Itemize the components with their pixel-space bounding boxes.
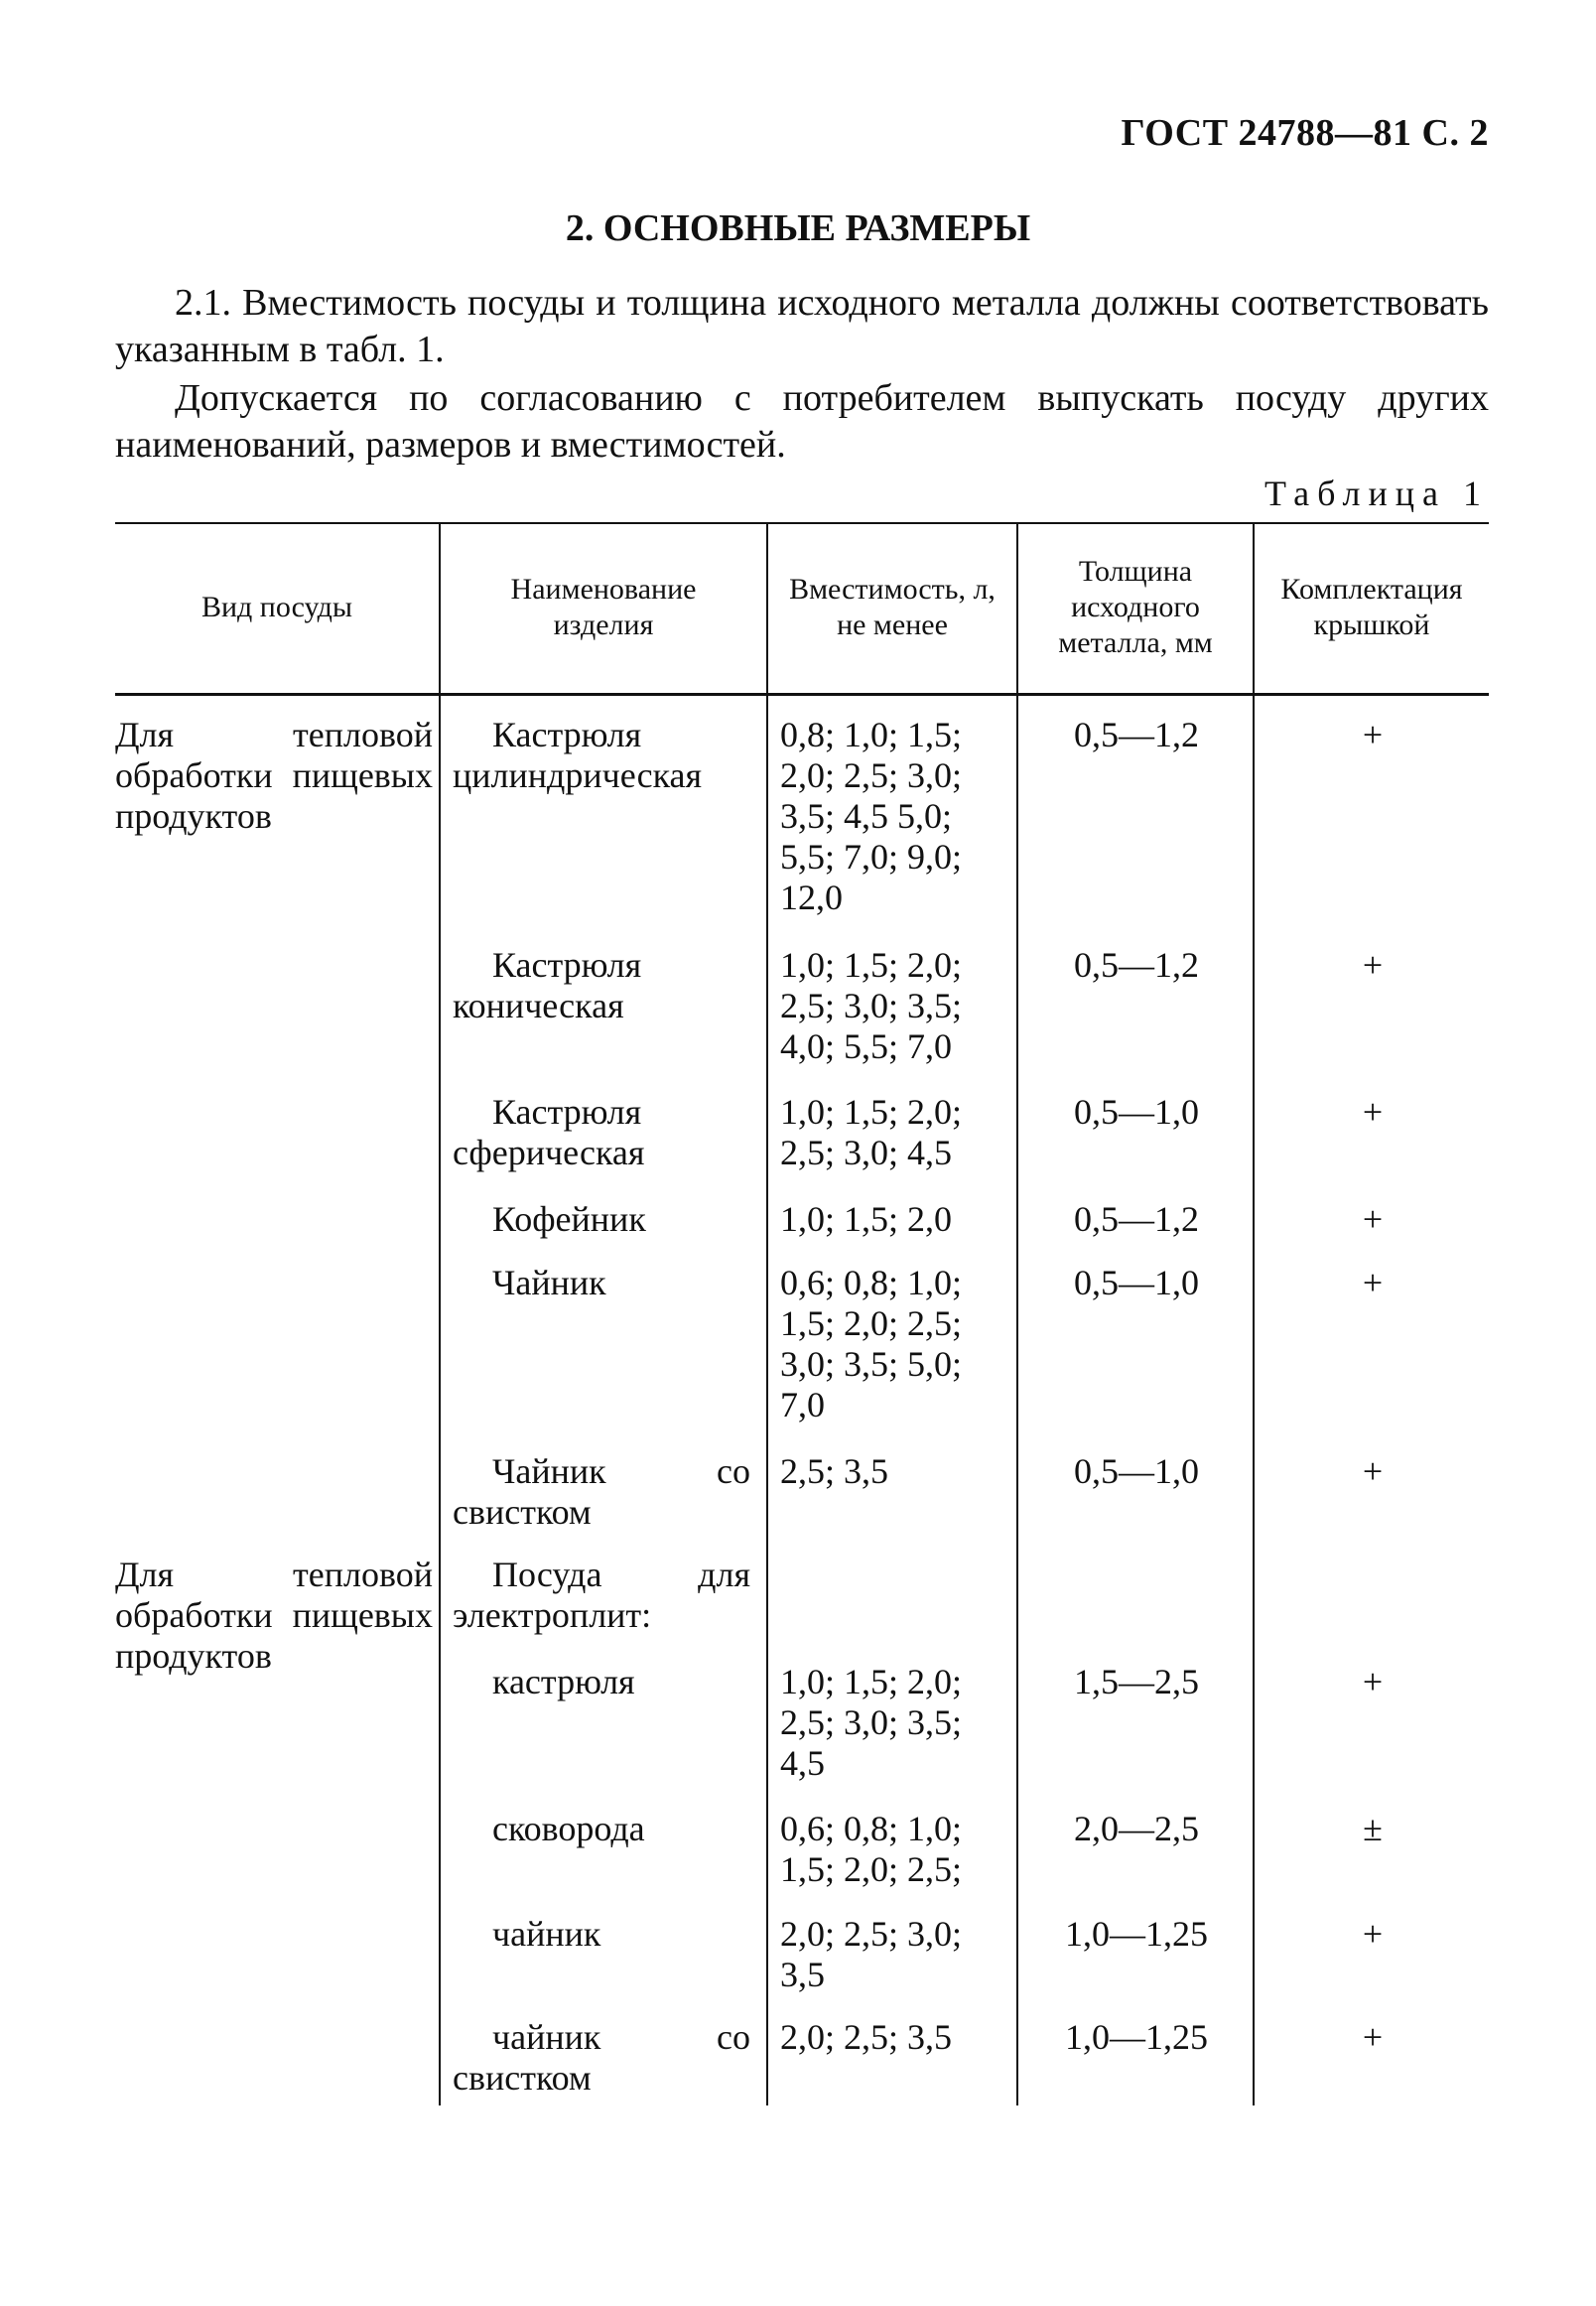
table-header-rule: [115, 693, 1489, 696]
column-divider: [439, 522, 441, 2105]
row-lid: +: [1362, 1914, 1384, 1954]
group-kind-heat-processing-electric: Для тепловой обработки пищевых продуктов: [115, 1555, 433, 1676]
row-thickness: 0,5—1,0: [1074, 1451, 1199, 1491]
col-header-name: Наименование изделия: [510, 573, 697, 641]
row-name: чайник со свистком: [453, 2017, 750, 2098]
column-divider: [766, 522, 768, 2105]
column-divider: [1253, 522, 1255, 2105]
row-thickness: 0,5—1,2: [1074, 945, 1199, 985]
row-name: чайник: [492, 1914, 601, 1954]
row-capacity: 2,5; 3,5: [780, 1451, 889, 1491]
col-header-lid: Комплектация крышкой: [1280, 573, 1463, 641]
row-subheading-electric: Посуда для электроплит:: [453, 1555, 750, 1635]
group-kind-heat-processing: Для тепловой обработки пищевых продуктов: [115, 715, 433, 836]
row-thickness: 2,0—2,5: [1074, 1809, 1199, 1848]
row-thickness: 0,5—1,2: [1074, 715, 1199, 754]
row-lid: +: [1362, 945, 1384, 985]
row-name: кастрюля: [492, 1662, 635, 1701]
row-thickness: 0,5—1,0: [1074, 1092, 1199, 1132]
row-capacity: 1,0; 1,5; 2,0: [780, 1199, 953, 1239]
paragraph-permission: Допускается по согласованию с потребителем выпускать посуду других наименований, размеров и вместимостей.: [115, 377, 1489, 466]
row-lid: +: [1362, 1199, 1384, 1239]
col-header-capacity: Вместимость, л, не менее: [789, 573, 996, 641]
row-name: Кофейник: [492, 1199, 646, 1239]
row-lid: +: [1362, 1662, 1384, 1701]
row-thickness: 1,5—2,5: [1074, 1662, 1199, 1701]
row-lid: ±: [1363, 1809, 1383, 1848]
row-capacity: 0,8; 1,0; 1,5; 2,0; 2,5; 3,0; 3,5; 4,5 5,0; 5,5; 7,0; 9,0; 12,0: [780, 715, 963, 917]
row-lid: +: [1362, 2017, 1384, 2057]
row-thickness: 0,5—1,2: [1074, 1199, 1199, 1239]
row-capacity: 1,0; 1,5; 2,0; 2,5; 3,0; 3,5; 4,5: [780, 1662, 963, 1783]
row-name: Кастрюля цилиндрическая: [453, 715, 703, 795]
row-lid: +: [1362, 1263, 1384, 1302]
table-label: Таблица 1: [1264, 474, 1489, 513]
row-thickness: 1,0—1,25: [1065, 1914, 1208, 1954]
row-capacity: 1,0; 1,5; 2,0; 2,5; 3,0; 4,5: [780, 1092, 963, 1172]
section-title: 2. ОСНОВНЫЕ РАЗМЕРЫ: [565, 207, 1031, 249]
page-header: ГОСТ 24788—81 С. 2: [1121, 112, 1489, 154]
row-name: Кастрюля коническая: [453, 945, 642, 1025]
row-capacity: 1,0; 1,5; 2,0; 2,5; 3,0; 3,5; 4,0; 5,5; 7,0: [780, 945, 963, 1066]
row-capacity: 0,6; 0,8; 1,0; 1,5; 2,0; 2,5;: [780, 1809, 963, 1889]
row-capacity: 2,0; 2,5; 3,5: [780, 2017, 953, 2057]
col-header-thickness: Толщина исходного металла, мм: [1058, 555, 1213, 659]
row-thickness: 0,5—1,0: [1074, 1263, 1199, 1302]
row-lid: +: [1362, 1451, 1384, 1491]
row-name: Чайник: [492, 1263, 606, 1302]
row-name: сковорода: [492, 1809, 645, 1848]
row-lid: +: [1362, 1092, 1384, 1132]
row-thickness: 1,0—1,25: [1065, 2017, 1208, 2057]
row-capacity: 2,0; 2,5; 3,0; 3,5: [780, 1914, 963, 1994]
row-name: Чайник со свистком: [453, 1451, 750, 1532]
column-divider: [1016, 522, 1018, 2105]
paragraph-2-1: 2.1. Вместимость посуды и толщина исходного металла должны соответствовать указанным в табл. 1.: [115, 282, 1489, 370]
row-lid: +: [1362, 715, 1384, 754]
row-capacity: 0,6; 0,8; 1,0; 1,5; 2,0; 2,5; 3,0; 3,5; 5,0; 7,0: [780, 1263, 963, 1424]
col-header-kind: Вид посуды: [200, 591, 353, 623]
row-name: Кастрюля сферическая: [453, 1092, 645, 1172]
